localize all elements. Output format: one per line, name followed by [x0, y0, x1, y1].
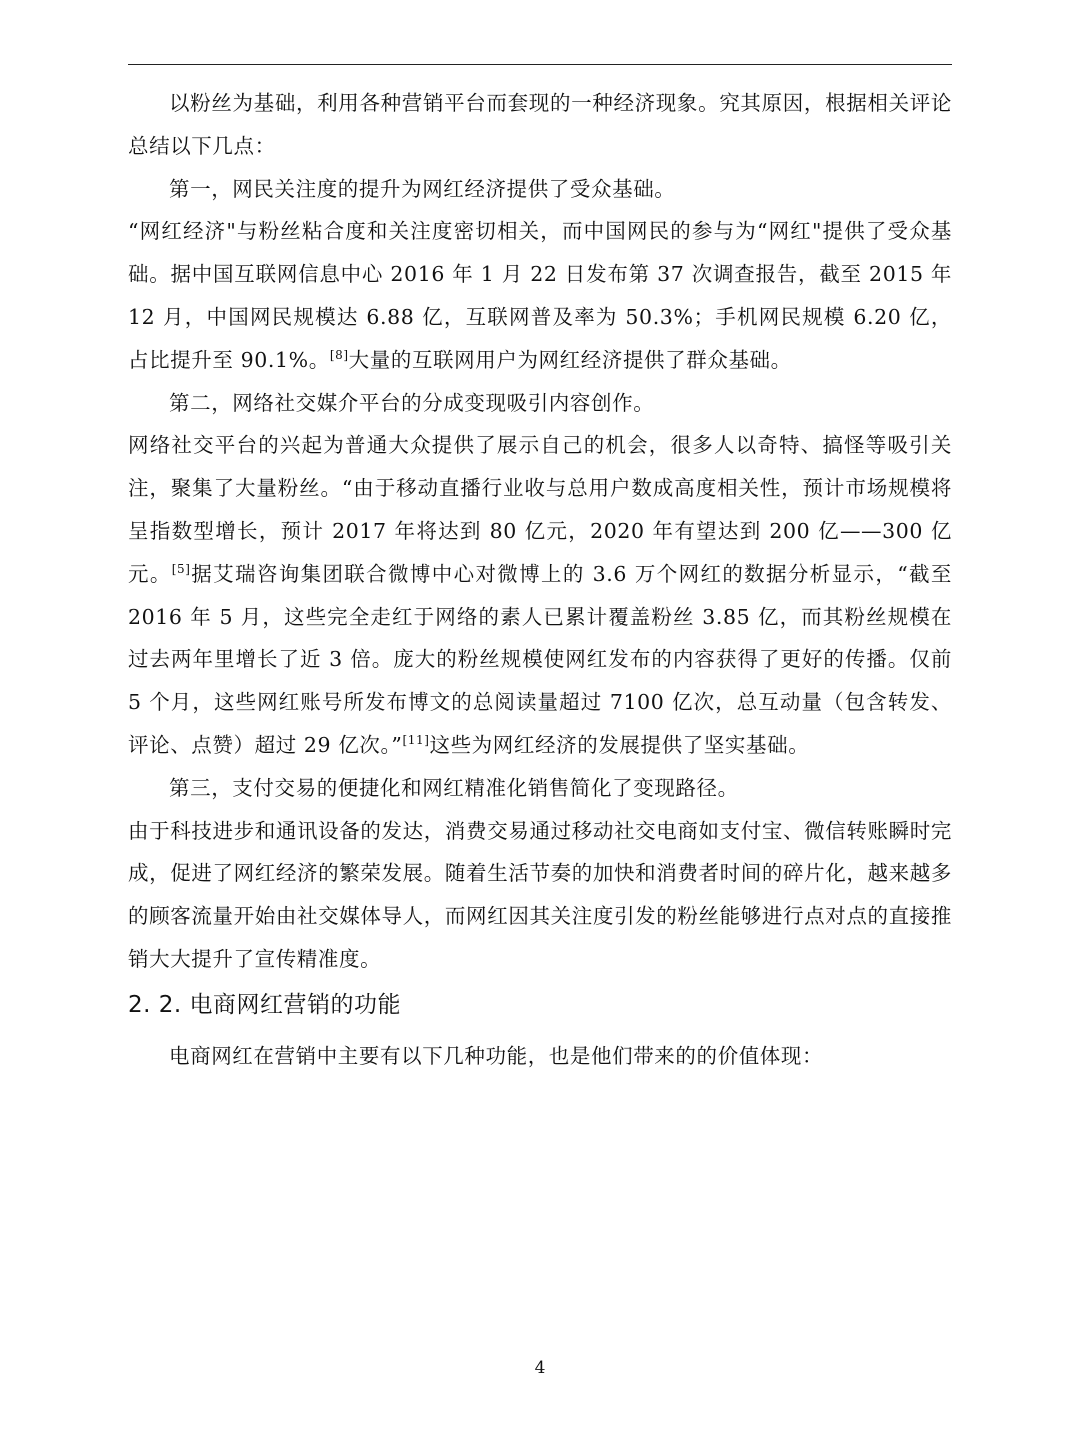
section-body — [128, 1035, 952, 1078]
paragraph — [128, 168, 952, 211]
section-heading: 2. 2. 电商网红营销的功能 — [128, 992, 402, 1018]
paragraph — [128, 82, 952, 168]
paragraph-text: 大量的互联网用户为网红经济提供了群众基础。 — [348, 347, 792, 372]
paragraph-text: 这些为网红经济的发展提供了坚实基础。 — [429, 732, 810, 757]
paragraph — [128, 424, 952, 766]
paragraph-text: 网络社交平台的兴起为普通大众提供了展示自己的机会，很多人以奇特、搞怪等吸引关注，聚集了大量粉丝。“由于移动直播行业收与总用户数成高度相关性，预计市场规模将呈指数型增长，预计 2017 年将达到 80 亿元，2020 年有望达到 200 亿——300 亿元。 — [128, 433, 952, 586]
paragraph-text: 据艾瑞咨询集团联合微博中心对微博上的 3.6 万个网红的数据分析显示，“截至 2016 年 5 月，这些完全走红于网络的素人已累计覆盖粉丝 3.85 亿，而其粉丝规模在过去两年里增长了近 3 倍。庞大的粉丝规模使网红发布的内容获得了更好的传播。仅前 5 个月，这些网红账号所发布博文的总阅读量超过 7100 亿次，总互动量（包含转发、评论、点赞）超过 29 亿次。” — [128, 561, 952, 757]
paragraph-text: “网红经济"与粉丝粘合度和关注度密切相关，而中国网民的参与为“网红"提供了受众基础。据中国互联网信息中心 2016 年 1 月 22 日发布第 37 次调查报告，截至 2015 年 12 月，中国网民规模达 6.88 亿，互联网普及率为 50.3%；手机网民规模 6.20 亿，占比提升至 90.1%。 — [128, 219, 952, 372]
header-rule — [128, 64, 952, 65]
paragraph-text: 以粉丝为基础，利用各种营销平台而套现的一种经济现象。究其原因，根据相关评论总结以下几点： — [128, 91, 952, 158]
paragraph-text: 第三，支付交易的便捷化和网红精准化销售简化了变现路径。 — [169, 775, 739, 800]
paragraph-text: 由于科技进步和通讯设备的发达，消费交易通过移动社交电商如支付宝、微信转账瞬时完成，促进了网红经济的繁荣发展。随着生活节奏的加快和消费者时间的碎片化，越来越多的顾客流量开始由社交媒体导人，而网红因其关注度引发的粉丝能够进行点对点的直接推销大大提升了宣传精准度。 — [128, 818, 952, 971]
paragraph — [128, 210, 952, 381]
paragraph-text: 第一，网民关注度的提升为网红经济提供了受众基础。 — [169, 176, 676, 201]
paragraph — [128, 767, 952, 810]
page-number: 4 — [534, 1358, 546, 1378]
citation-ref: [5] — [171, 561, 191, 576]
citation-ref: [11] — [402, 733, 430, 748]
body-text — [128, 82, 952, 981]
paragraph — [128, 810, 952, 981]
citation-ref: [8] — [329, 347, 349, 362]
section-paragraph: 电商网红在营销中主要有以下几种功能，也是他们带来的的价值体现： — [169, 1044, 824, 1068]
paragraph-text: 第二，网络社交媒介平台的分成变现吸引内容创作。 — [169, 390, 655, 415]
paragraph — [128, 382, 952, 425]
